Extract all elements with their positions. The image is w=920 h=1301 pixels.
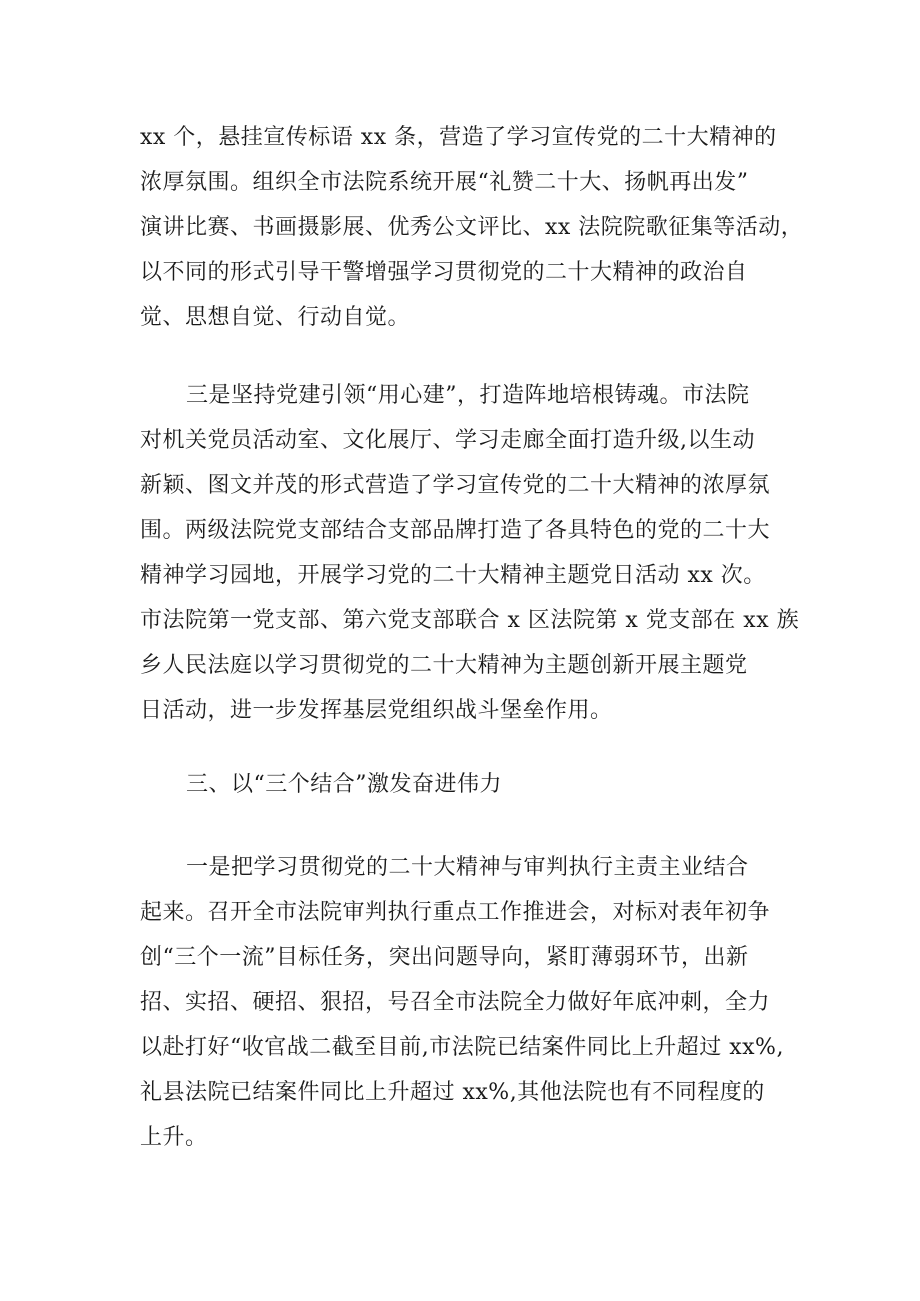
text-line: 浓厚氛围。组织全市法院系统开展“礼赞二十大、扬帆再出发” [140,170,749,195]
text-line: 新颖、图文并茂的形式营造了学习宣传党的二十大精神的浓厚氛 [140,473,771,498]
paragraph-4 [140,845,784,1160]
text-line: 以赴打好“收官战二截至目前,市法院已结案件同比上升超过 xx%, [140,1035,784,1060]
text-line: 一是把学习贯彻党的二十大精神与审判执行主责主业结合 [186,855,749,880]
text-line: 起来。召开全市法院审判执行重点工作推进会，对标对表年初争 [140,900,771,925]
text-line: 市法院第一党支部、第六党支部联合 x 区法院第 x 党支部在 xx 族 [140,608,800,633]
text-line: 礼县法院已结案件同比上升超过 xx%,其他法院也有不同程度的 [140,1080,765,1105]
text-line: 日活动，进一步发挥基层党组织战斗堡垒作用。 [140,698,613,723]
text-line: 招、实招、硬招、狠招，号召全市法院全力做好年底冲刺，全力 [140,990,771,1015]
text-line: 乡人民法庭以学习贯彻党的二十大精神为主题创新开展主题党 [140,653,748,678]
paragraph-1 [140,115,804,340]
text-line: 觉、思想自觉、行动自觉。 [140,305,411,330]
text-line: 演讲比赛、书画摄影展、优秀公文评比、xx 法院院歌征集等活动， [140,215,804,240]
text-line: 创“三个一流”目标任务，突出问题导向，紧盯薄弱环节，出新 [140,945,749,970]
text-line: xx 个，悬挂宣传标语 xx 条，营造了学习宣传党的二十大精神的 [140,125,777,150]
heading-text: 三、以“三个结合”激发奋进伟力 [186,772,502,797]
text-line: 三是坚持党建引领“用心建”，打造阵地培根铸魂。市法院 [186,383,750,408]
text-line: 围。两级法院党支部结合支部品牌打造了各具特色的党的二十大 [140,518,771,543]
section-heading [140,762,780,807]
paragraph-2 [140,373,800,733]
text-line: 对机关党员活动室、文化展厅、学习走廊全面打造升级,以生动 [140,428,755,453]
text-line: 精神学习园地，开展学习党的二十大精神主题党日活动 xx 次。 [140,563,766,588]
text-line: 上升。 [140,1125,208,1150]
text-line: 以不同的形式引导干警增强学习贯彻党的二十大精神的政治自 [140,260,748,285]
